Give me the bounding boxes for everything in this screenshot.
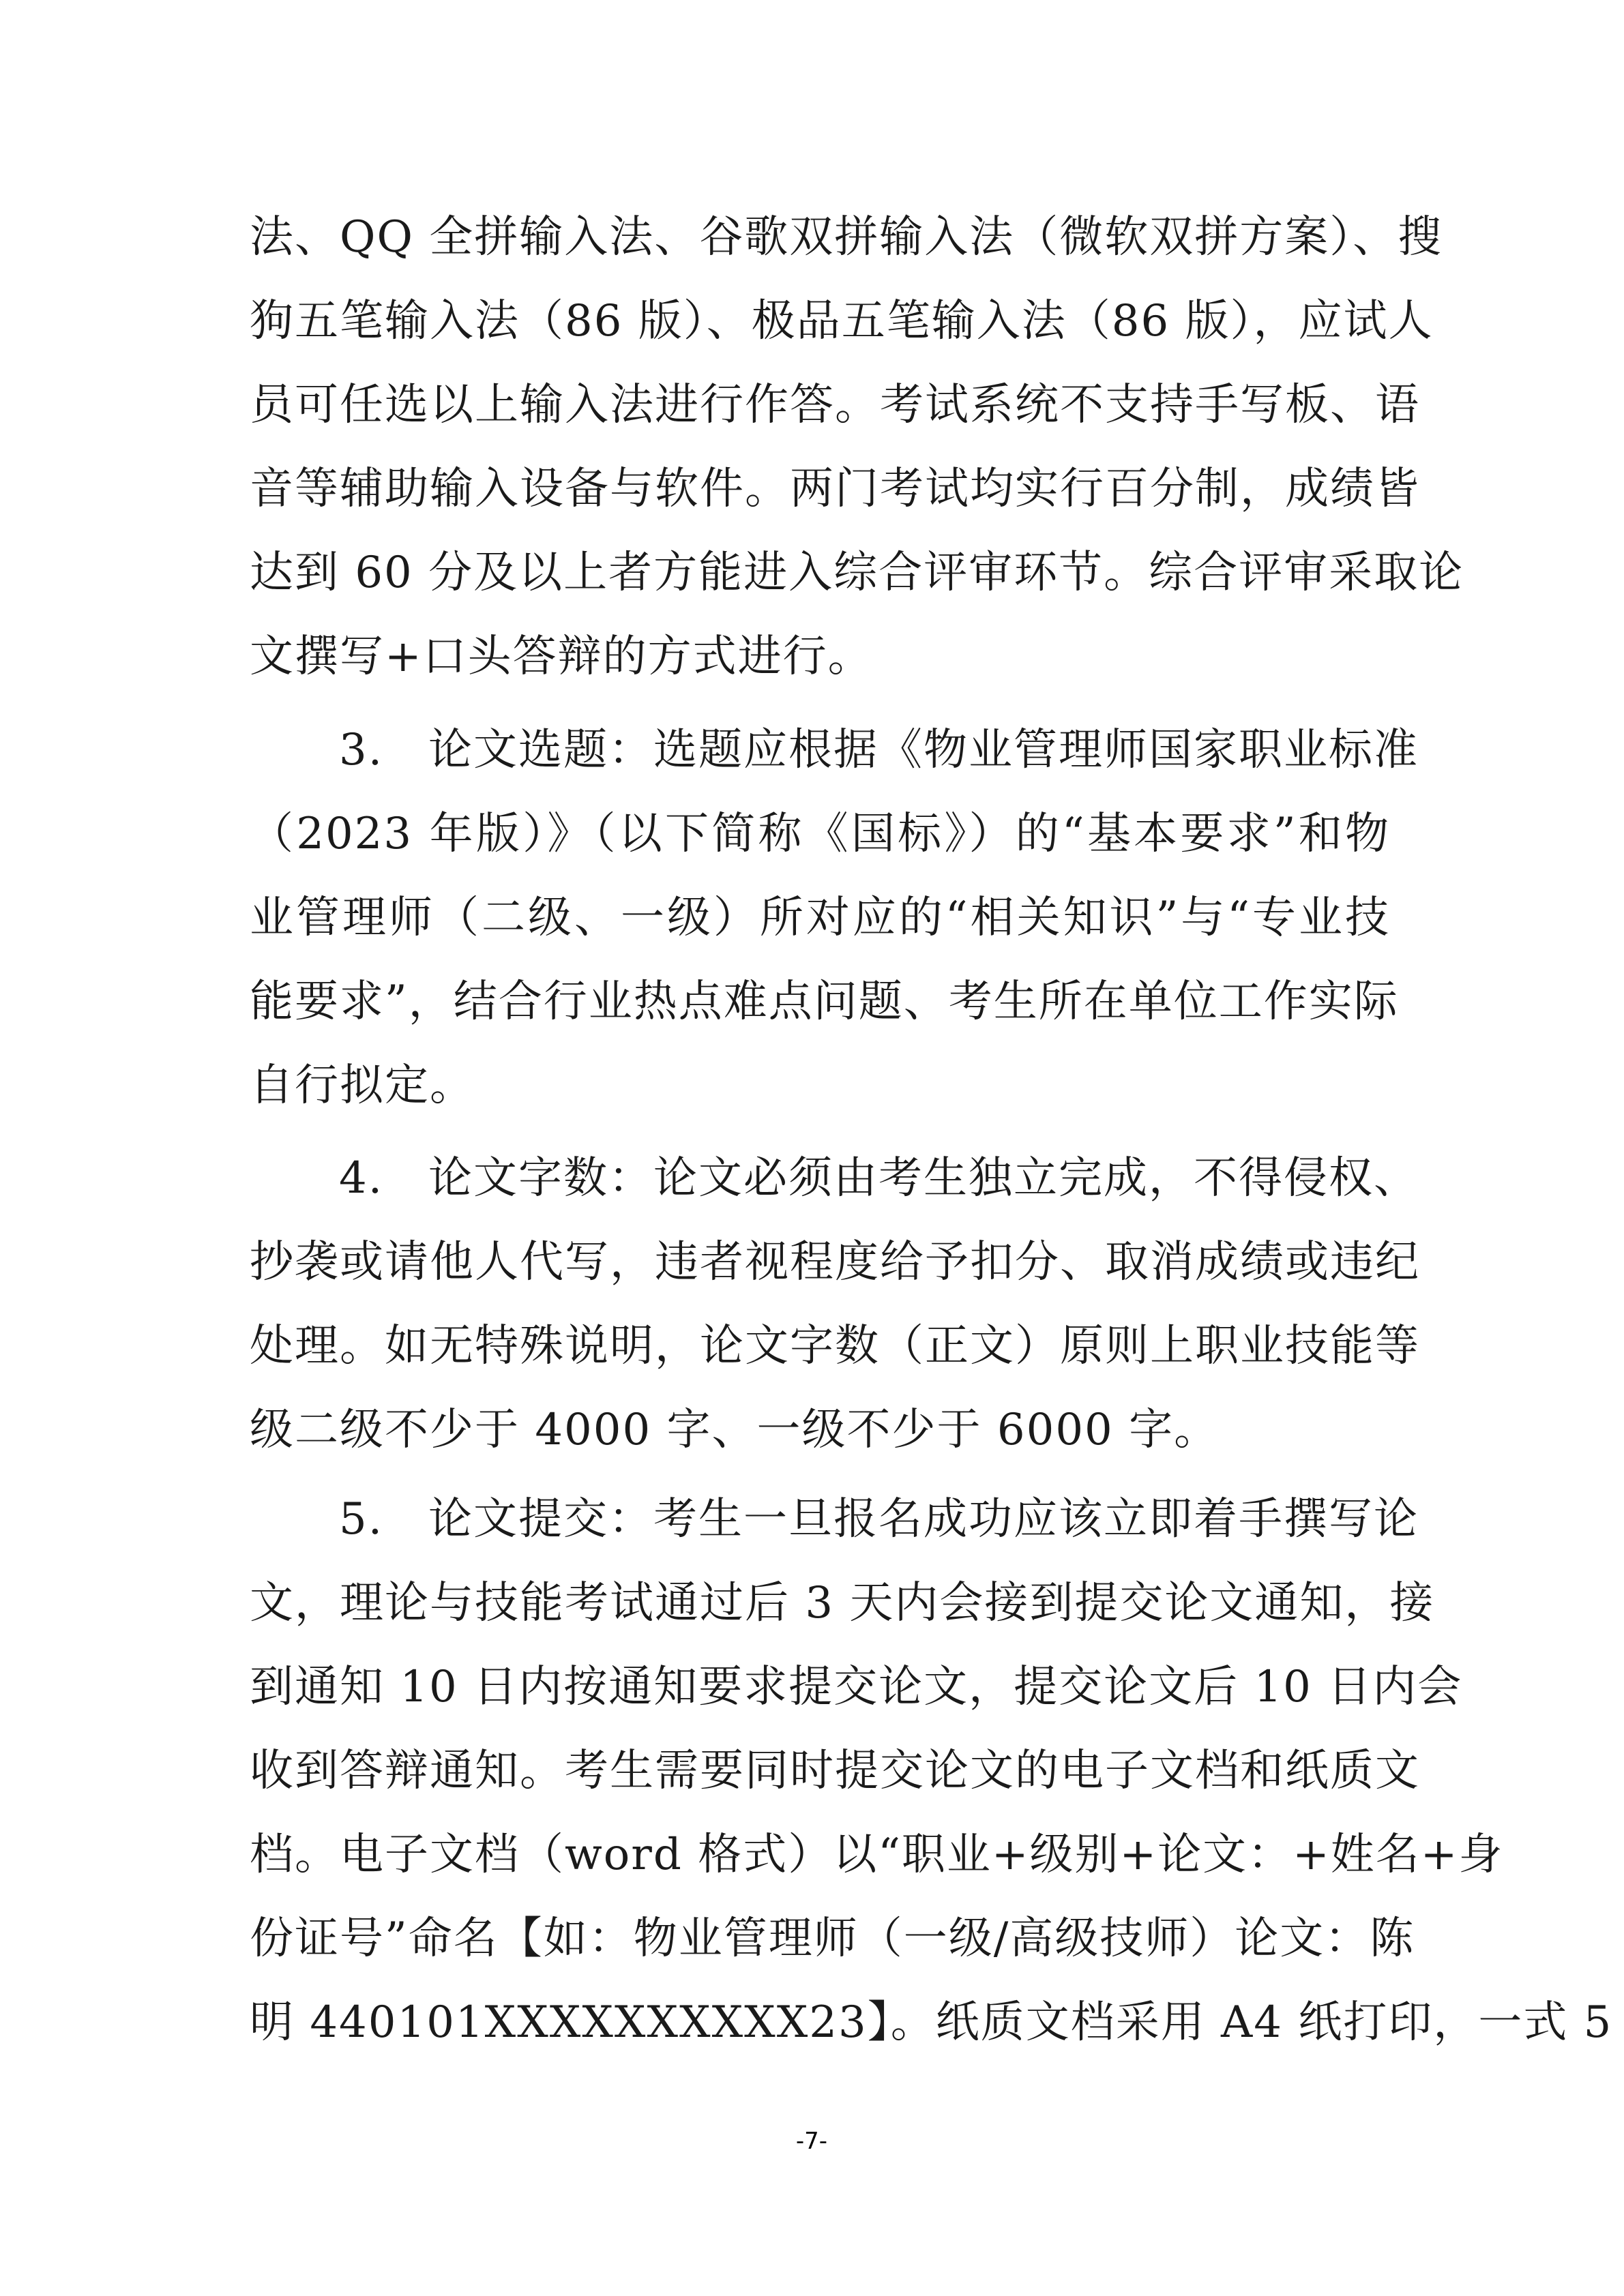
body-text-line: 份证号”命名【如：物业管理师（一级/高级技师）论文：陈: [250, 1913, 1415, 1964]
body-text-line: 法、QQ 全拼输入法、谷歌双拼输入法（微软双拼方案）、搜: [250, 212, 1443, 263]
body-text-line: 文，理论与技能考试通过后 3 天内会接到提交论文通知，接: [250, 1578, 1435, 1628]
numbered-item-3-heading-line: 3. 论文选题：选题应根据《物业管理师国家职业标准: [339, 725, 1419, 775]
numbered-item-4-heading-line: 4. 论文字数：论文必须由考生独立完成，不得侵权、: [339, 1153, 1419, 1204]
body-text-line: 文撰写+口头答辩的方式进行。: [250, 631, 873, 682]
body-text-line: 达到 60 分及以上者方能进入综合评审环节。综合评审采取论: [250, 548, 1464, 598]
body-text-line: 级二级不少于 4000 字、一级不少于 6000 字。: [250, 1405, 1220, 1455]
body-text-line: 明 440101XXXXXXXXXX23】。纸质文档采用 A4 纸打印，一式 5: [250, 1997, 1613, 2048]
body-text-line: 到通知 10 日内按通知要求提交论文，提交论文后 10 日内会: [250, 1662, 1463, 1712]
body-text-line: 档。电子文档（word 格式）以“职业+级别+论文：+姓名+身: [250, 1830, 1504, 1880]
page-number: -7-: [795, 2128, 828, 2155]
body-text-line: （2023 年版）》（以下简称《国标》）的“基本要求”和物: [250, 809, 1390, 859]
body-text-line: 能要求”，结合行业热点难点问题、考生所在单位工作实际: [250, 976, 1399, 1027]
body-text-line: 收到答辩通知。考生需要同时提交论文的电子文档和纸质文: [250, 1746, 1420, 1796]
body-text-line: 狗五笔输入法（86 版）、极品五笔输入法（86 版），应试人: [250, 296, 1434, 346]
body-text-line: 处理。如无特殊说明，论文字数（正文）原则上职业技能等: [250, 1321, 1420, 1371]
body-text-line: 员可任选以上输入法进行作答。考试系统不支持手写板、语: [250, 380, 1420, 430]
body-text-line: 音等辅助输入设备与软件。两门考试均实行百分制，成绩皆: [250, 464, 1420, 514]
body-text-line: 抄袭或请他人代写，违者视程度给予扣分、取消成绩或违纪: [250, 1237, 1420, 1287]
body-text-line: 业管理师（二级、一级）所对应的“相关知识”与“专业技: [250, 893, 1390, 943]
body-text-line: 自行拟定。: [250, 1060, 475, 1111]
numbered-item-5-heading-line: 5. 论文提交：考生一旦报名成功应该立即着手撰写论: [339, 1494, 1419, 1545]
